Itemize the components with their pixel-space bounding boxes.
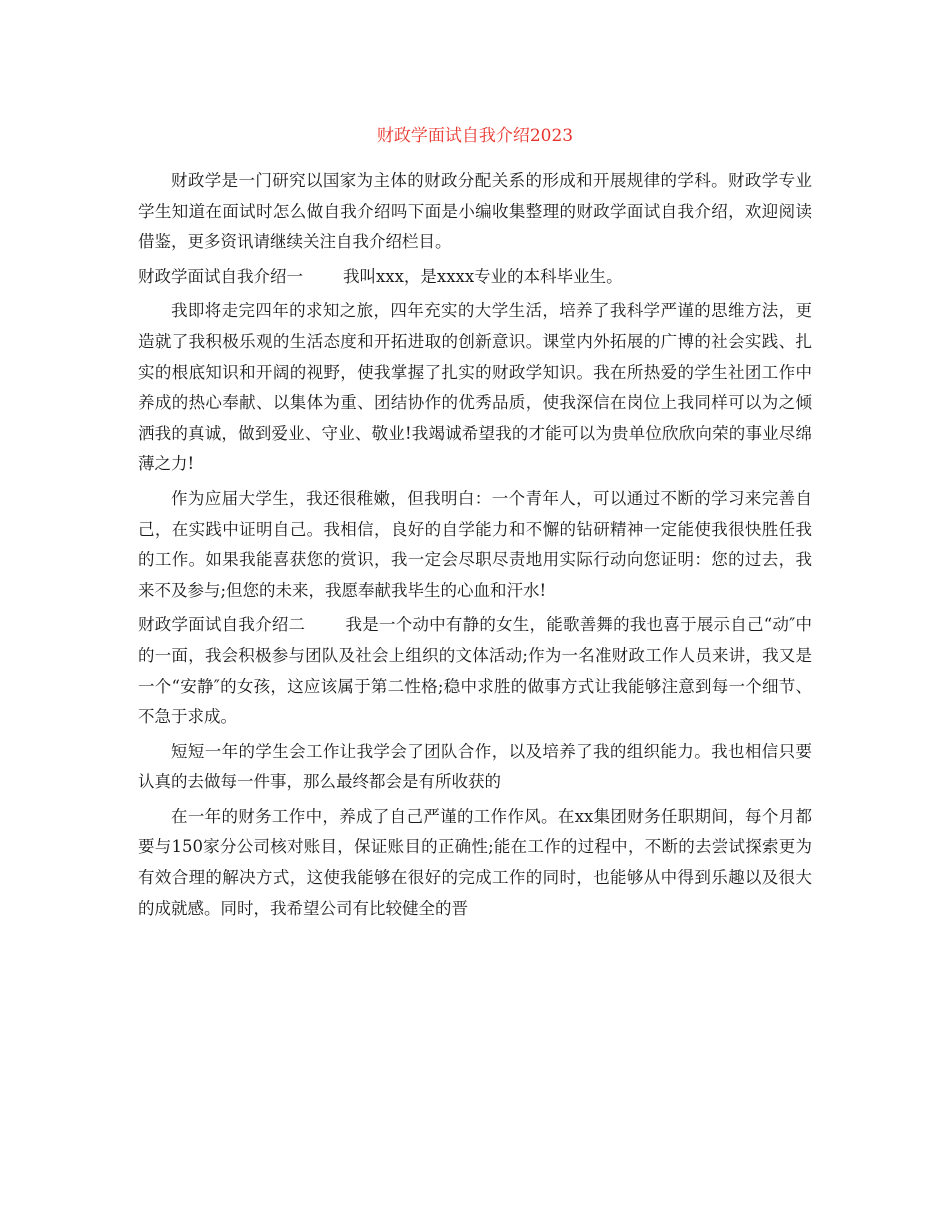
paragraph-finance-work: 在一年的财务工作中，养成了自己严谨的工作作风。在xx集团财务任职期间，每个月都要与150家分公司核对账目，保证账目的正确性;能在工作的过程中，不断的去尝试探索更为有效合理的解决方式，这使我能够在很好的完成工作的同时，也能够从中得到乐趣以及很大的成就感。同时，我希望公司有比较健全的晋 [138,806,812,918]
intro-paragraph: 财政学是一门研究以国家为主体的财政分配关系的形成和开展规律的学科。财政学专业学生知道在面试时怎么做自我介绍吗下面是小编收集整理的财政学面试自我介绍，欢迎阅读借鉴，更多资讯请继续关注自我介绍栏目。 [138,171,812,252]
section-two-lead: 我是一个动中有静的女生，能歌善舞的我也喜于展示自己“动″中的一面，我会积极参与团队及社会上组织的文体活动;作为一名准财政工作人员来讲，我又是一个“安静″的女孩，这应该属于第二性格;稳中求胜的做事方式让我能够注意到每一个细节、不急于求成。 [138,615,812,727]
document-body [138,166,812,928]
document-title: 财政学面试自我介绍2023 [376,126,574,146]
paragraph-study: 我即将走完四年的求知之旅，四年充实的大学生活，培养了我科学严谨的思维方法，更造就了我积极乐观的生活态度和开拓进取的创新意识。课堂内外拓展的广博的社会实践、扎实的根底知识和开阔的视野，使我掌握了扎实的财政学知识。我在所热爱的学生社团工作中养成的热心奉献、以集体为重、团结协作的优秀品质，使我深信在岗位上我同样可以为之倾洒我的真诚，做到爱业、守业、敬业!我竭诚希望我的才能可以为贵单位欣欣向荣的事业尽绵薄之力! [138,301,812,474]
paragraph-graduate: 作为应届大学生，我还很稚嫩，但我明白：一个青年人，可以通过不断的学习来完善自己，在实践中证明自己。我相信，良好的自学能力和不懈的钻研精神一定能使我很快胜任我的工作。如果我能喜获您的赏识，我一定会尽职尽责地用实际行动向您证明：您的过去，我来不及参与;但您的未来，我愿奉献我毕生的心血和汗水! [138,488,812,600]
section-one [138,262,812,293]
section-one-heading: 财政学面试自我介绍一 [138,266,303,286]
section-one-lead: 我叫xxx，是xxxx专业的本科毕业生。 [343,266,623,286]
section-two [138,610,812,732]
paragraph-student-union: 短短一年的学生会工作让我学会了团队合作，以及培养了我的组织能力。我也相信只要认真的去做每一件事，那么最终都会是有所收获的 [138,741,812,792]
section-two-heading: 财政学面试自我介绍二 [138,615,306,635]
